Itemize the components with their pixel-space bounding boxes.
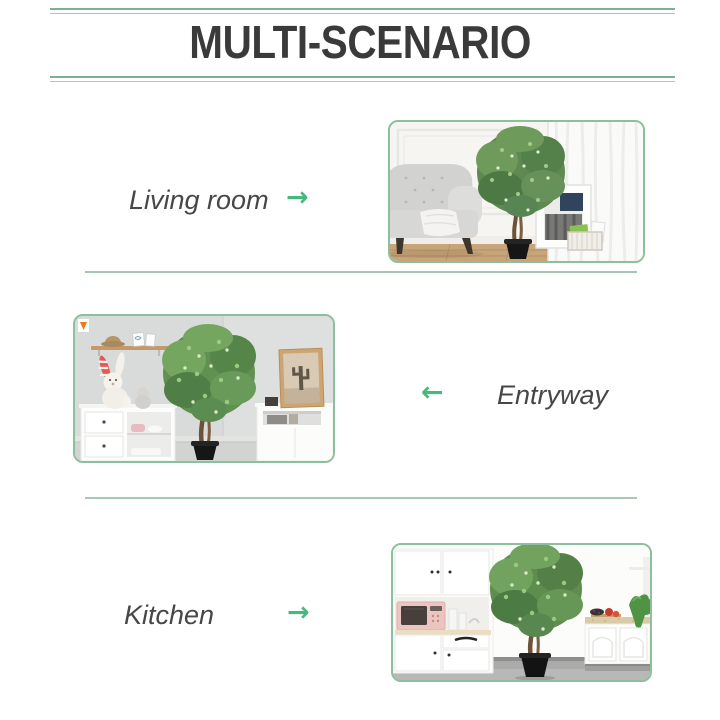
magazine-basket (568, 221, 605, 250)
microwave (397, 602, 445, 630)
scenario-photo-kitchen (391, 543, 652, 682)
arrow-left-icon: ← (421, 377, 444, 408)
arrow-right-icon: → (287, 597, 310, 628)
plush-gray (135, 386, 151, 410)
rule-line-thin (50, 13, 675, 14)
scenario-label-kitchen: Kitchen (124, 600, 215, 630)
decor-box (265, 397, 278, 406)
rule-line-thick (50, 76, 675, 78)
rule-line-thin (50, 81, 675, 82)
header-rule-bottom (50, 76, 675, 82)
scenario-photo-entryway (73, 314, 335, 463)
brand-watermark (78, 319, 89, 332)
kitchen-hutch (393, 549, 493, 673)
sideboard (255, 403, 333, 461)
section-divider-2 (85, 497, 637, 499)
mini-frame (146, 334, 156, 347)
header-rule-top (50, 8, 675, 14)
scenario-label-living-room: Living room (129, 185, 269, 215)
glass-jar (449, 609, 457, 630)
rule-line-thick (50, 8, 675, 10)
scenario-photo-living-room (388, 120, 645, 263)
section-divider-1 (85, 271, 637, 273)
shoe-cabinet (79, 404, 177, 461)
cactus-art (279, 348, 324, 407)
page-title (0, 18, 720, 66)
page-title-text: MULTI-SCENARIO (189, 16, 531, 68)
plant-pot (193, 444, 217, 460)
plant-pot (506, 242, 530, 259)
scenario-label-entryway: Entryway (497, 380, 609, 410)
arrow-right-icon: → (286, 182, 309, 213)
glass-jar (459, 613, 466, 630)
